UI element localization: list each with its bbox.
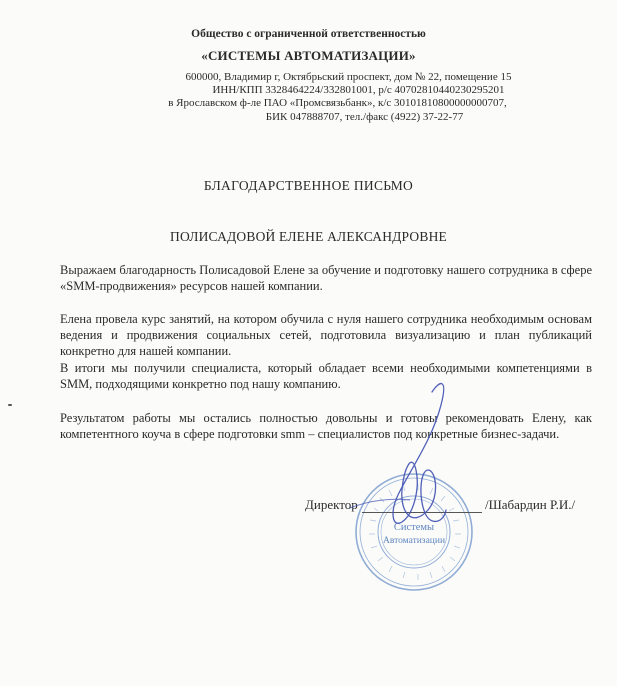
stamp-text-1: Системы xyxy=(393,522,435,533)
org-name: «СИСТЕМЫ АВТОМАТИЗАЦИИ» xyxy=(201,48,416,63)
signatory-name: /Шабардин Р.И./ xyxy=(485,497,576,512)
stamp-text-2: Автоматизации xyxy=(382,536,446,546)
paragraph-recommendation: Результатом работы мы остались полностью довольны и готовы рекомендовать Елену, как компетентного коуча в сфере подготовки smm – специалистов под конкретные бизнес-задачи. xyxy=(60,411,592,442)
bank-account-line: ИНН/КПП 3328464224/332801001, р/с 40702810440230295201 xyxy=(212,84,505,97)
signatory-role: Директор xyxy=(305,497,358,512)
signature-line xyxy=(362,512,482,513)
paragraph-result: В итоги мы получили специалиста, который обладает всеми необходимыми компетенциями в SMM, подходящими конкретно под нашу компанию. xyxy=(60,361,592,392)
bik-phone-line: БИК 047888707, тел./факс (4922) 37-22-77 xyxy=(265,110,464,123)
requisites-block xyxy=(0,71,617,124)
org-type: Общество с ограниченной ответственностью xyxy=(191,28,426,40)
bank-name-line: в Ярославском ф-ле ПАО «Промсвязьбанк», к/с 30101810800000000707, xyxy=(168,97,507,110)
address-line: 600000, Владимир г, Октябрьский проспект, дом № 22, помещение 15 xyxy=(185,71,512,83)
company-stamp xyxy=(352,468,477,593)
letter-recipient: ПОЛИСАДОВОЙ ЕЛЕНЕ АЛЕКСАНДРОВНЕ xyxy=(170,229,447,244)
scan-speck xyxy=(8,404,12,406)
paragraph-gratitude: Выражаем благодарность Полисадовой Елене за обучение и подготовку нашего сотрудника в сфере «SMM-продвижения» ресурсов нашей компании. xyxy=(60,263,592,294)
paragraph-course: Елена провела курс занятий, на котором обучила с нуля нашего сотрудника необходимым основам ведения и продвижения социальных сетей, подготовила визуализацию и план публикаций конкретно для нашей компании. xyxy=(60,312,592,359)
letter-title: БЛАГОДАРСТВЕННОЕ ПИСЬМО xyxy=(203,178,414,193)
